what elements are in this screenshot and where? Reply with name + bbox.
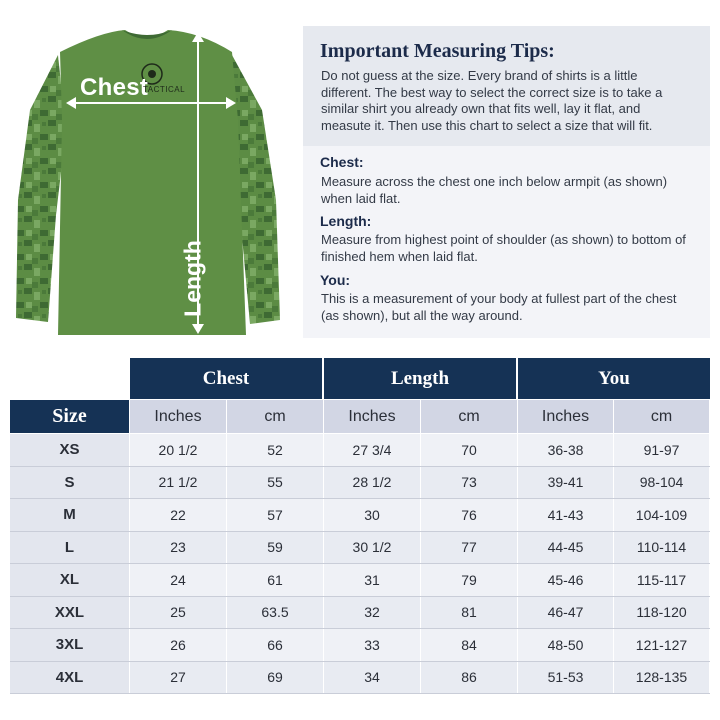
tip-chest-heading: Chest:: [320, 154, 364, 170]
unit-header: Inches: [518, 400, 614, 434]
size-label: M: [10, 499, 130, 532]
table-cell: 98-104: [614, 467, 710, 500]
table-cell: 57: [227, 499, 324, 532]
unit-header: Inches: [324, 400, 421, 434]
table-cell: 70: [421, 434, 518, 467]
shirt-graphic: [0, 0, 300, 345]
shirt-illustration: [0, 0, 300, 345]
table-cell: 20 1/2: [130, 434, 227, 467]
group-header-length: Length: [324, 358, 518, 400]
table-cell: 27 3/4: [324, 434, 421, 467]
table-cell: 33: [324, 629, 421, 662]
table-cell: 76: [421, 499, 518, 532]
size-chart-table: [10, 358, 710, 694]
table-cell: 59: [227, 532, 324, 565]
group-header-chest: Chest: [130, 358, 324, 400]
logo-text: TACTICAL: [143, 85, 186, 94]
tip-chest-text: Measure across the chest one inch below armpit (as shown) when laid flat.: [321, 174, 668, 206]
table-cell: 81: [421, 597, 518, 630]
tip-length-heading: Length:: [320, 213, 372, 229]
unit-header: cm: [421, 400, 518, 434]
size-label: S: [10, 467, 130, 500]
table-cell: 61: [227, 564, 324, 597]
table-cell: 66: [227, 629, 324, 662]
table-cell: 44-45: [518, 532, 614, 565]
unit-header: Inches: [130, 400, 227, 434]
length-label: Length: [179, 240, 206, 317]
table-cell: 91-97: [614, 434, 710, 467]
table-cell: 26: [130, 629, 227, 662]
group-header-you: You: [518, 358, 710, 400]
tips-intro-text: Do not guess at the size. Every brand of shirts is a little different. The best way to select the correct size is to take a similar shirt you already own that fits well, lay it flat, and measute it. Then use this chart to select a size that will fit.: [321, 68, 663, 133]
table-cell: 104-109: [614, 499, 710, 532]
size-label: XL: [10, 564, 130, 597]
tips-title: Important Measuring Tips:: [320, 40, 555, 62]
size-label: XXL: [10, 597, 130, 630]
unit-header: cm: [227, 400, 324, 434]
table-cell: 30 1/2: [324, 532, 421, 565]
size-label: 3XL: [10, 629, 130, 662]
unit-header: cm: [614, 400, 710, 434]
table-cell: 25: [130, 597, 227, 630]
table-cell: 73: [421, 467, 518, 500]
table-cell: 86: [421, 662, 518, 695]
size-column-header: Size: [10, 400, 130, 434]
row-divider: [10, 693, 710, 694]
size-label: 4XL: [10, 662, 130, 695]
size-label: L: [10, 532, 130, 565]
table-cell: 55: [227, 467, 324, 500]
table-cell: 23: [130, 532, 227, 565]
table-cell: 115-117: [614, 564, 710, 597]
table-cell: 128-135: [614, 662, 710, 695]
table-cell: 63.5: [227, 597, 324, 630]
size-label: XS: [10, 434, 130, 467]
table-cell: 28 1/2: [324, 467, 421, 500]
table-cell: 46-47: [518, 597, 614, 630]
table-cell: 30: [324, 499, 421, 532]
table-cell: 79: [421, 564, 518, 597]
table-cell: 110-114: [614, 532, 710, 565]
table-cell: 48-50: [518, 629, 614, 662]
table-cell: 24: [130, 564, 227, 597]
tip-you-text: This is a measurement of your body at fullest part of the chest (as shown), but all the way around.: [321, 291, 677, 323]
table-cell: 21 1/2: [130, 467, 227, 500]
table-cell: 121-127: [614, 629, 710, 662]
table-cell: 32: [324, 597, 421, 630]
table-cell: 34: [324, 662, 421, 695]
table-cell: 118-120: [614, 597, 710, 630]
table-cell: 69: [227, 662, 324, 695]
table-cell: 31: [324, 564, 421, 597]
table-cell: 77: [421, 532, 518, 565]
table-cell: 45-46: [518, 564, 614, 597]
table-cell: 22: [130, 499, 227, 532]
tip-you-heading: You:: [320, 272, 351, 288]
chest-label: Chest: [80, 74, 149, 101]
table-cell: 39-41: [518, 467, 614, 500]
table-cell: 41-43: [518, 499, 614, 532]
table-cell: 52: [227, 434, 324, 467]
table-cell: 51-53: [518, 662, 614, 695]
tip-length-text: Measure from highest point of shoulder (as shown) to bottom of finished hem when laid flat.: [321, 232, 686, 264]
table-cell: 27: [130, 662, 227, 695]
table-cell: 36-38: [518, 434, 614, 467]
table-cell: 84: [421, 629, 518, 662]
